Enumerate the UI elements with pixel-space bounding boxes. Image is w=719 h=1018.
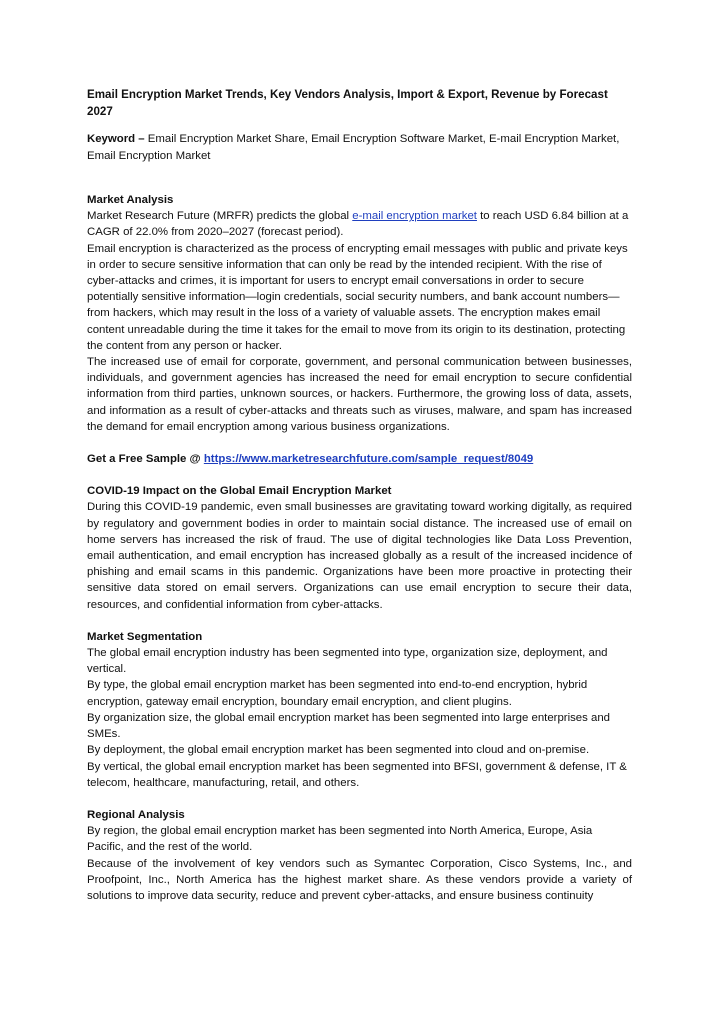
keyword-label: Keyword – [87, 133, 145, 145]
free-sample-label: Get a Free Sample @ [87, 453, 204, 466]
segmentation-paragraph-3: By organization size, the global email encryption market has been segmented into large enterprises and SMEs. [87, 711, 611, 741]
spacer [87, 613, 632, 629]
spacer [87, 435, 632, 451]
regional-heading: Regional Analysis [87, 808, 185, 821]
segmentation-paragraph-5: By vertical, the global email encryption market has been segmented into BFSI, government & defense, IT & telecom, healthcare, manufacturing, retail, and others. [87, 760, 627, 789]
free-sample-line [87, 451, 632, 467]
market-analysis-paragraph-3: The increased use of email for corporate, government, and personal communication between businesses, individuals, and government agencies has increased the need for email encryption to secure confidential information from third parties, unknown sources, or hackers. Furthermore, the growing loss of data, assets, and information as a result of cyber-attacks and threats such as viruses, malware, and spam has increased the demand for email encryption among various business organizations. [87, 356, 632, 433]
covid-paragraph: During this COVID-19 pandemic, even small businesses are gravitating toward working digitally, as required by regulatory and government bodies in order to maintain social distance. The increased use of email on home servers has increased the risk of fraud. The use of digital technologies like Data Loss Prevention, email authentication, and email encryption has increased globally as a result of the increased incidence of phishing and email scams in this pandemic. Organizations have been more proactive in protecting their sensitive data stored on email servers. Organizations can use email encryption to secure their data, resources, and confidential information from cyber-attacks. [87, 501, 632, 611]
keyword-line [87, 131, 632, 165]
free-sample-link[interactable]: https://www.marketresearchfuture.com/sample_request/8049 [203, 453, 534, 466]
document-page [87, 86, 632, 904]
document-title: Email Encryption Market Trends, Key Vendors Analysis, Import & Export, Revenue by Forecast 2027 [87, 88, 608, 118]
regional-paragraph-1: By region, the global email encryption market has been segmented into North America, Europe, Asia Pacific, and the rest of the world. [87, 825, 593, 854]
segmentation-heading: Market Segmentation [87, 630, 203, 643]
market-analysis-heading: Market Analysis [87, 194, 174, 206]
market-analysis-paragraph-2: Email encryption is characterized as the process of encrypting email messages with public and private keys in order to secure sensitive information that can only be read by the intended recipient. With the rise of cyber-attacks and crimes, it is important for users to encrypt email conversations in order to secure potentially sensitive information—login credentials, social security numbers, and bank account numbers—from hackers, which may result in the loss of a variety of valuable assets. The encryption makes email content unreadable during the time it takes for the email to move from its origin to its destination, protecting the content from any person or hacker. [87, 242, 628, 352]
market-analysis-paragraph-1 [87, 208, 632, 240]
segmentation-paragraph-1: The global email encryption industry has been segmented into type, organization size, deployment, and vertical. [87, 647, 608, 676]
spacer [87, 791, 632, 807]
keyword-text: Email Encryption Market Share, Email Encryption Software Market, E-mail Encryption Market, Email Encryption Market [87, 133, 620, 162]
segmentation-paragraph-4: By deployment, the global email encryption market has been segmented into cloud and on-premise. [87, 744, 590, 757]
paragraph-text: Market Research Future (MRFR) predicts the global [87, 210, 353, 223]
covid-heading: COVID-19 Impact on the Global Email Encryption Market [87, 485, 392, 498]
paragraph-text: to reach USD 6.84 billion at a CAGR of 22.0% from 2020–2027 (forecast period). [87, 210, 629, 239]
email-encryption-market-link[interactable]: e-mail encryption market [352, 210, 477, 223]
segmentation-paragraph-2: By type, the global email encryption market has been segmented into end-to-end encryption, hybrid encryption, gateway email encryption, boundary email encryption, and client plugins. [87, 679, 588, 708]
regional-paragraph-2: Because of the involvement of key vendors such as Symantec Corporation, Cisco Systems, Inc., and Proofpoint, Inc., North America has the highest market share. As these vendors provide a variety of solutions to improve data security, reduce and prevent cyber-attacks, and ensure business continuity [87, 857, 632, 902]
spacer [87, 467, 632, 483]
